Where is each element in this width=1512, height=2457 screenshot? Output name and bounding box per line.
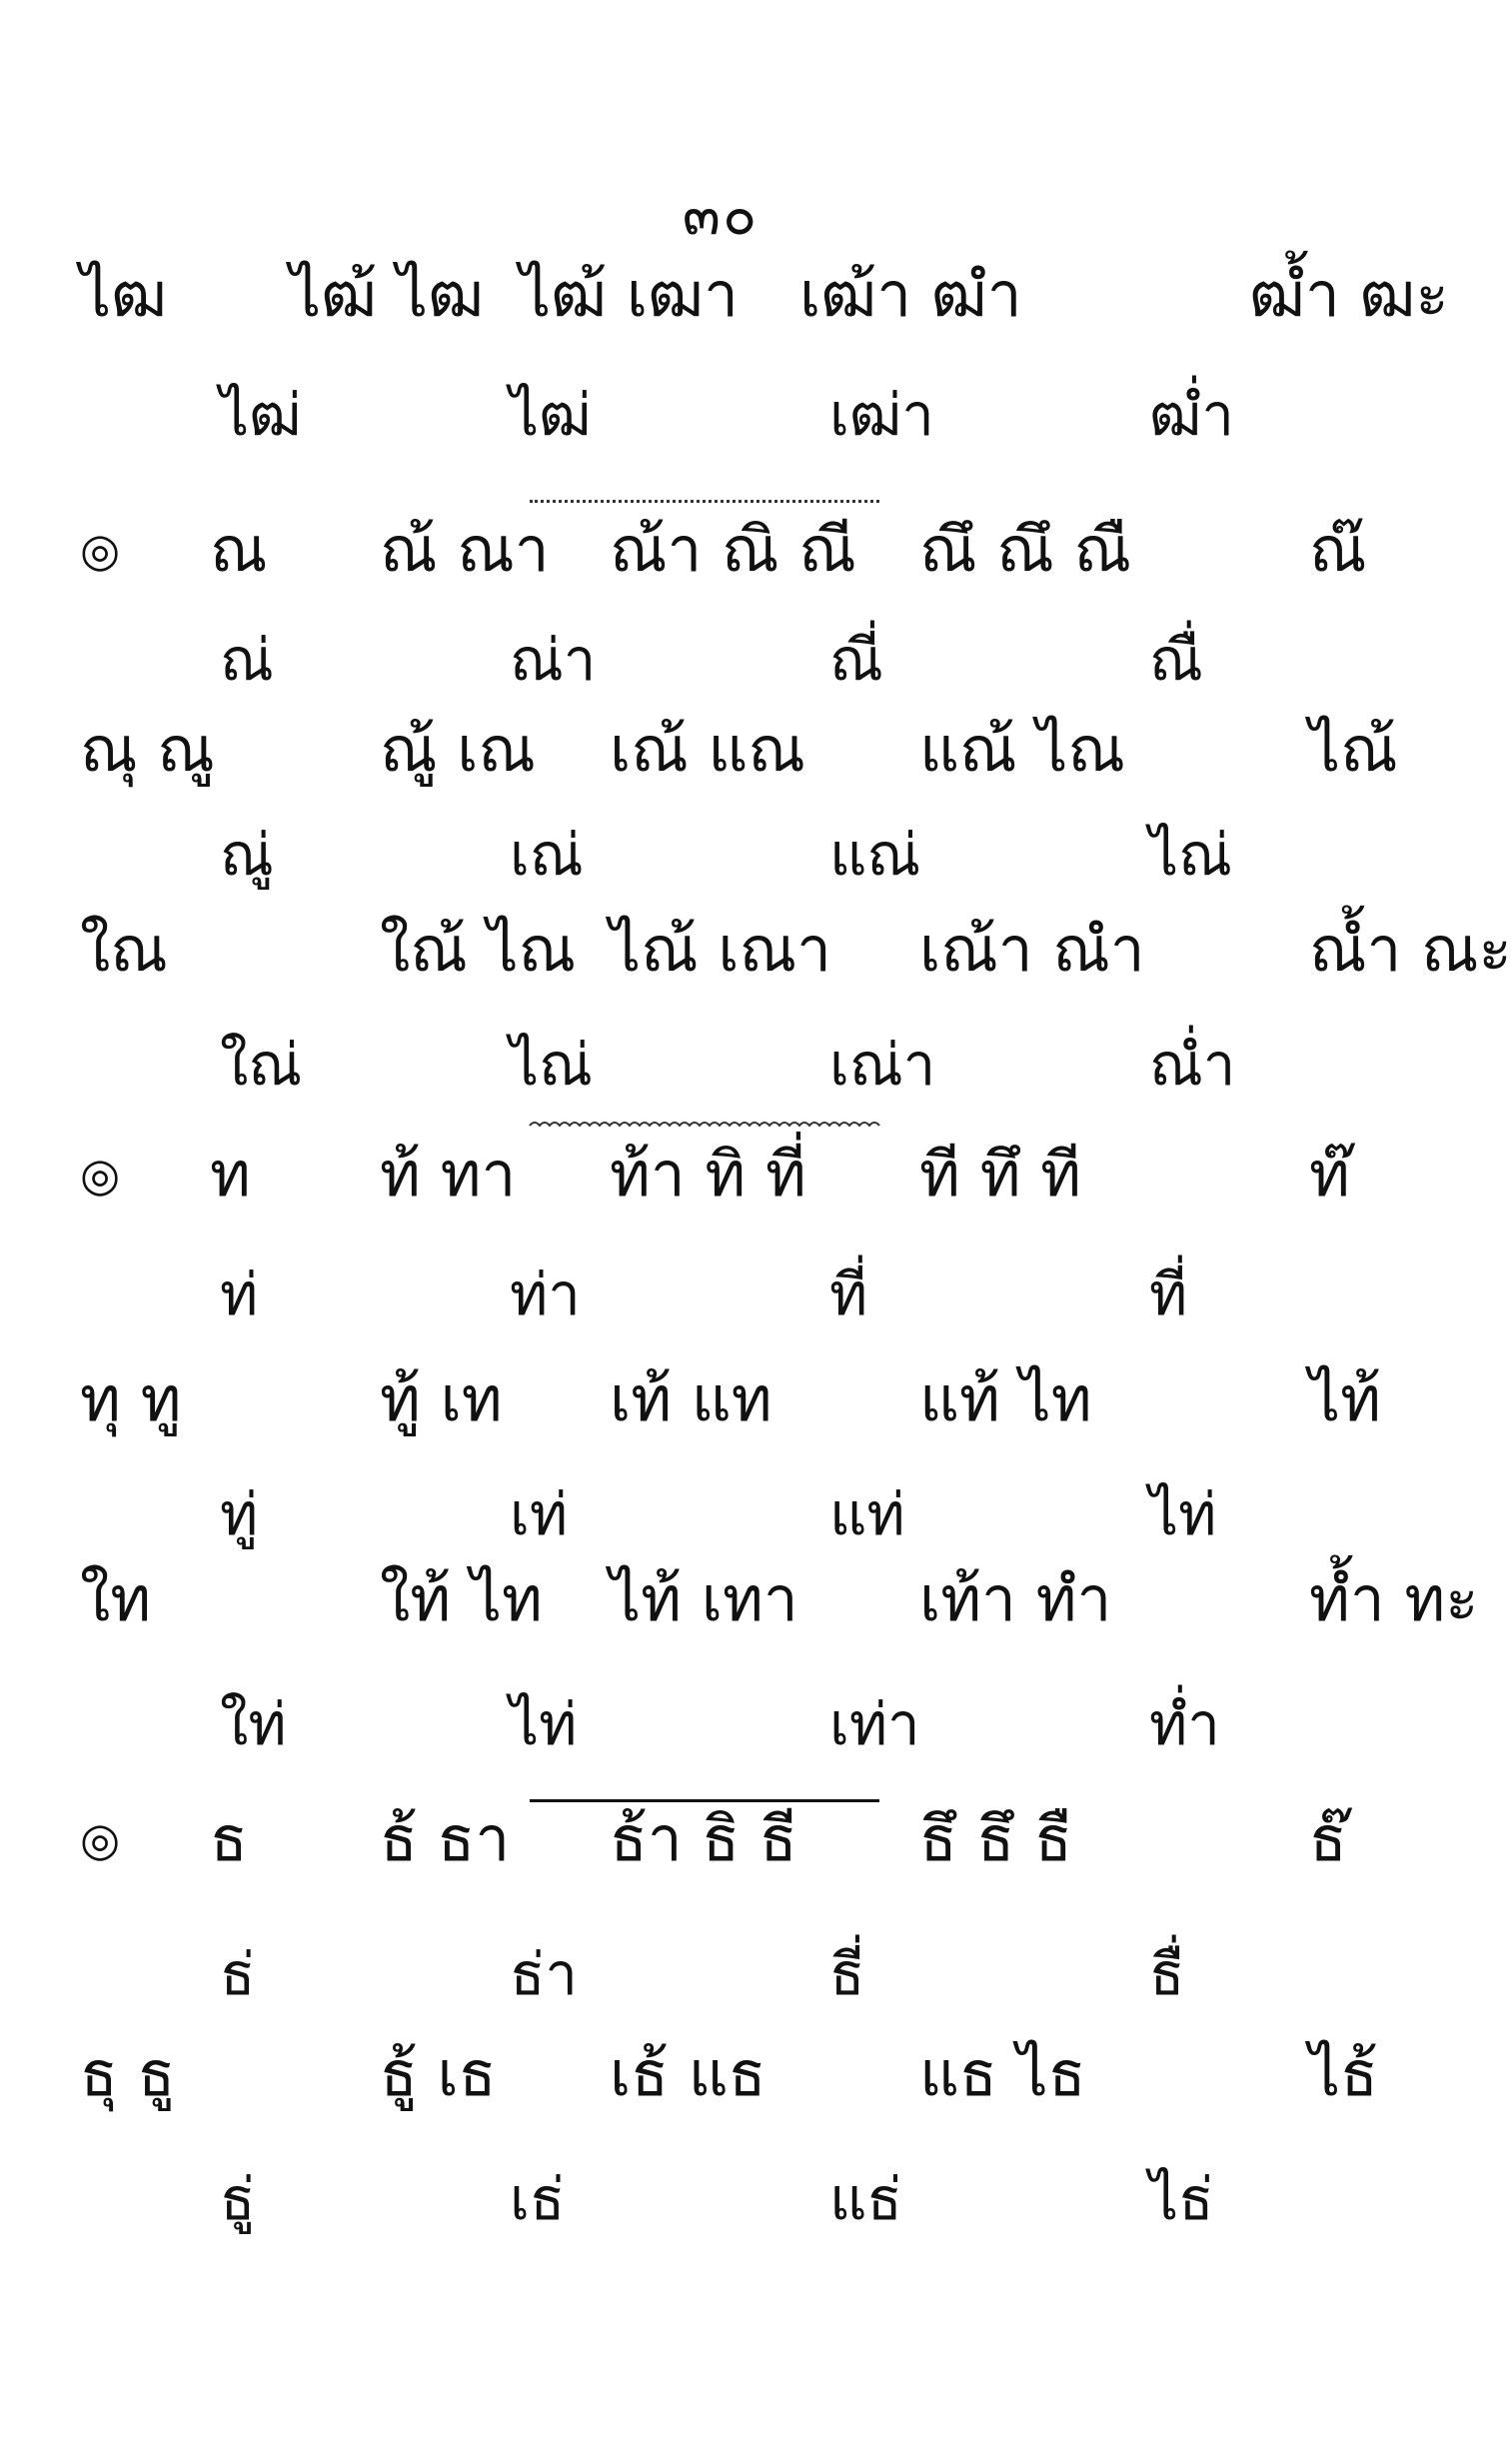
syllable-cell: ท่ — [220, 1260, 259, 1328]
syllable-row — [0, 705, 1441, 795]
syllable-cell: ธ้า ธิ ธี — [610, 1802, 797, 1875]
syllable-cell: ณ่ำ — [1149, 1031, 1236, 1099]
syllable-cell: ฒ่ำ — [1149, 381, 1234, 449]
syllable-cell: ณ — [210, 513, 268, 586]
syllable-cell: ใท้ ไท — [380, 1562, 543, 1635]
syllable-cell: ที ทึ ที — [919, 1138, 1082, 1211]
syllable-cell: ไฒ้ ไฒ — [290, 258, 485, 331]
syllable-row-tone — [0, 1020, 1441, 1110]
syllable-cell: ณึ ณึ ณื — [919, 513, 1131, 586]
syllable-cell: เณ่ — [510, 821, 584, 889]
syllable-cell: ณู้ เณ — [380, 713, 536, 786]
syllable-cell: ไธ่ — [1149, 2165, 1214, 2233]
syllable-cell: ไท้ เทา — [610, 1562, 798, 1635]
syllable-row-tone — [0, 2154, 1441, 2244]
syllable-cell: ไธ้ — [1309, 2037, 1379, 2110]
syllable-cell: ธู้ เธ — [380, 2037, 497, 2110]
syllable-cell: ธู่ — [220, 2165, 256, 2233]
syllable-row-tone — [0, 1469, 1441, 1559]
syllable-cell: ธ่า — [510, 1940, 578, 2008]
syllable-cell: ไณ้ — [1309, 713, 1398, 786]
section-marker: ◎ — [80, 1812, 121, 1866]
syllable-cell: แท้ ไท — [919, 1362, 1092, 1435]
syllable-cell: ไฒ่ — [220, 381, 302, 449]
syllable-cell: ธึ ธึ ธื — [919, 1802, 1072, 1875]
syllable-row — [0, 1354, 1441, 1444]
syllable-row — [0, 905, 1512, 995]
syllable-cell: ท — [210, 1138, 251, 1211]
syllable-cell: ใท่ — [220, 1690, 287, 1758]
syllable-row — [0, 2029, 1441, 2119]
syllable-cell: ท่ำ — [1149, 1690, 1220, 1758]
section-marker: ◎ — [80, 1148, 121, 1202]
syllable-cell: ท้ำ ทะ — [1309, 1562, 1479, 1635]
syllable-cell: ณ้า ณิ ณี — [610, 513, 856, 586]
syllable-cell: เท่า — [829, 1690, 920, 1758]
syllable-row — [0, 505, 1441, 595]
syllable-row — [0, 250, 1449, 340]
syllable-cell: ไฒ — [80, 258, 168, 331]
syllable-cell: เธ่ — [510, 2165, 566, 2233]
page-number: ๓๐ — [682, 183, 759, 248]
syllable-cell: ไณ่ — [510, 1031, 593, 1099]
syllable-cell: แท่ — [829, 1480, 905, 1548]
syllable-cell: ใณ่ — [220, 1031, 303, 1099]
syllable-cell: ทู้ เท — [380, 1362, 503, 1435]
syllable-cell: ณุ ณู — [80, 713, 215, 786]
syllable-cell: ธ๊ — [1309, 1802, 1347, 1875]
syllable-cell: ใท — [80, 1562, 152, 1635]
syllable-cell: เท่ — [510, 1480, 569, 1548]
syllable-row-tone — [0, 1929, 1441, 2019]
syllable-cell: เท้ แท — [610, 1362, 772, 1435]
syllable-cell: ไท่ — [510, 1690, 578, 1758]
syllable-cell: ไณ่ — [1149, 821, 1232, 889]
syllable-cell: ณ่ — [220, 626, 274, 694]
syllable-row-tone — [0, 615, 1441, 705]
syllable-cell: แณ่ — [829, 821, 921, 889]
section-marker: ◎ — [80, 523, 121, 577]
syllable-cell: ธี่ — [829, 1940, 865, 2008]
syllable-cell: ณ่า — [510, 626, 597, 694]
syllable-cell: ณู่ — [220, 821, 274, 889]
syllable-row-tone — [0, 370, 1441, 460]
syllable-cell: ธ่ — [220, 1940, 256, 2008]
syllable-cell: ท้า ทิ ที่ — [610, 1138, 806, 1211]
syllable-cell: ใณ — [80, 913, 168, 986]
syllable-cell: ไฒ้ เฒา — [520, 258, 739, 331]
syllable-row-tone — [0, 810, 1441, 900]
syllable-row-tone — [0, 1679, 1441, 1769]
syllable-cell: แณ้ ไณ — [919, 713, 1125, 786]
syllable-cell: ใณ้ ไณ — [380, 913, 577, 986]
syllable-cell: ธ้ ธา — [380, 1802, 511, 1875]
syllable-row — [0, 1130, 1441, 1220]
syllable-cell: ฒ้ำ ฒะ — [1249, 258, 1449, 331]
syllable-cell: เณ้า ณำ — [919, 913, 1145, 986]
syllable-cell: ทู่ — [220, 1480, 259, 1548]
syllable-cell: ที่ — [829, 1260, 868, 1328]
syllable-row-tone — [0, 1249, 1441, 1339]
syllable-cell: ณื่ — [1149, 626, 1203, 694]
syllable-cell: ณ๊ — [1309, 513, 1367, 586]
syllable-cell: ณี่ — [829, 626, 883, 694]
syllable-cell: เณ้ แณ — [610, 713, 805, 786]
syllable-cell: ไฒ่ — [510, 381, 592, 449]
syllable-cell: ที่ — [1149, 1260, 1188, 1328]
syllable-cell: ท๊ — [1309, 1138, 1350, 1211]
syllable-cell: ณ้ำ ณะ — [1309, 913, 1512, 986]
dotted-divider — [530, 500, 879, 503]
syllable-cell: ทุ ทู — [80, 1362, 182, 1435]
syllable-cell: แธ ไธ — [919, 2037, 1086, 2110]
syllable-cell: เธ้ แธ — [610, 2037, 766, 2110]
syllable-cell: เฒ่า — [829, 381, 934, 449]
syllable-cell: ไท่ — [1149, 1480, 1217, 1548]
syllable-cell: ไณ้ เณา — [610, 913, 831, 986]
syllable-cell: ธื่ — [1149, 1940, 1185, 2008]
syllable-cell: ท่า — [510, 1260, 581, 1328]
syllable-cell: ธุ ธู — [80, 2037, 176, 2110]
syllable-cell: ท้ ทา — [380, 1138, 517, 1211]
syllable-row — [0, 1554, 1479, 1644]
syllable-cell: เณ่า — [829, 1031, 936, 1099]
syllable-cell: เท้า ทำ — [919, 1562, 1112, 1635]
syllable-cell: ณ้ ณา — [380, 513, 550, 586]
syllable-cell: เฒ้า ฒำ — [799, 258, 1022, 331]
syllable-cell: ไท้ — [1309, 1362, 1382, 1435]
syllable-row — [0, 1794, 1441, 1884]
syllable-cell: ธ — [210, 1802, 248, 1875]
syllable-cell: แธ่ — [829, 2165, 902, 2233]
